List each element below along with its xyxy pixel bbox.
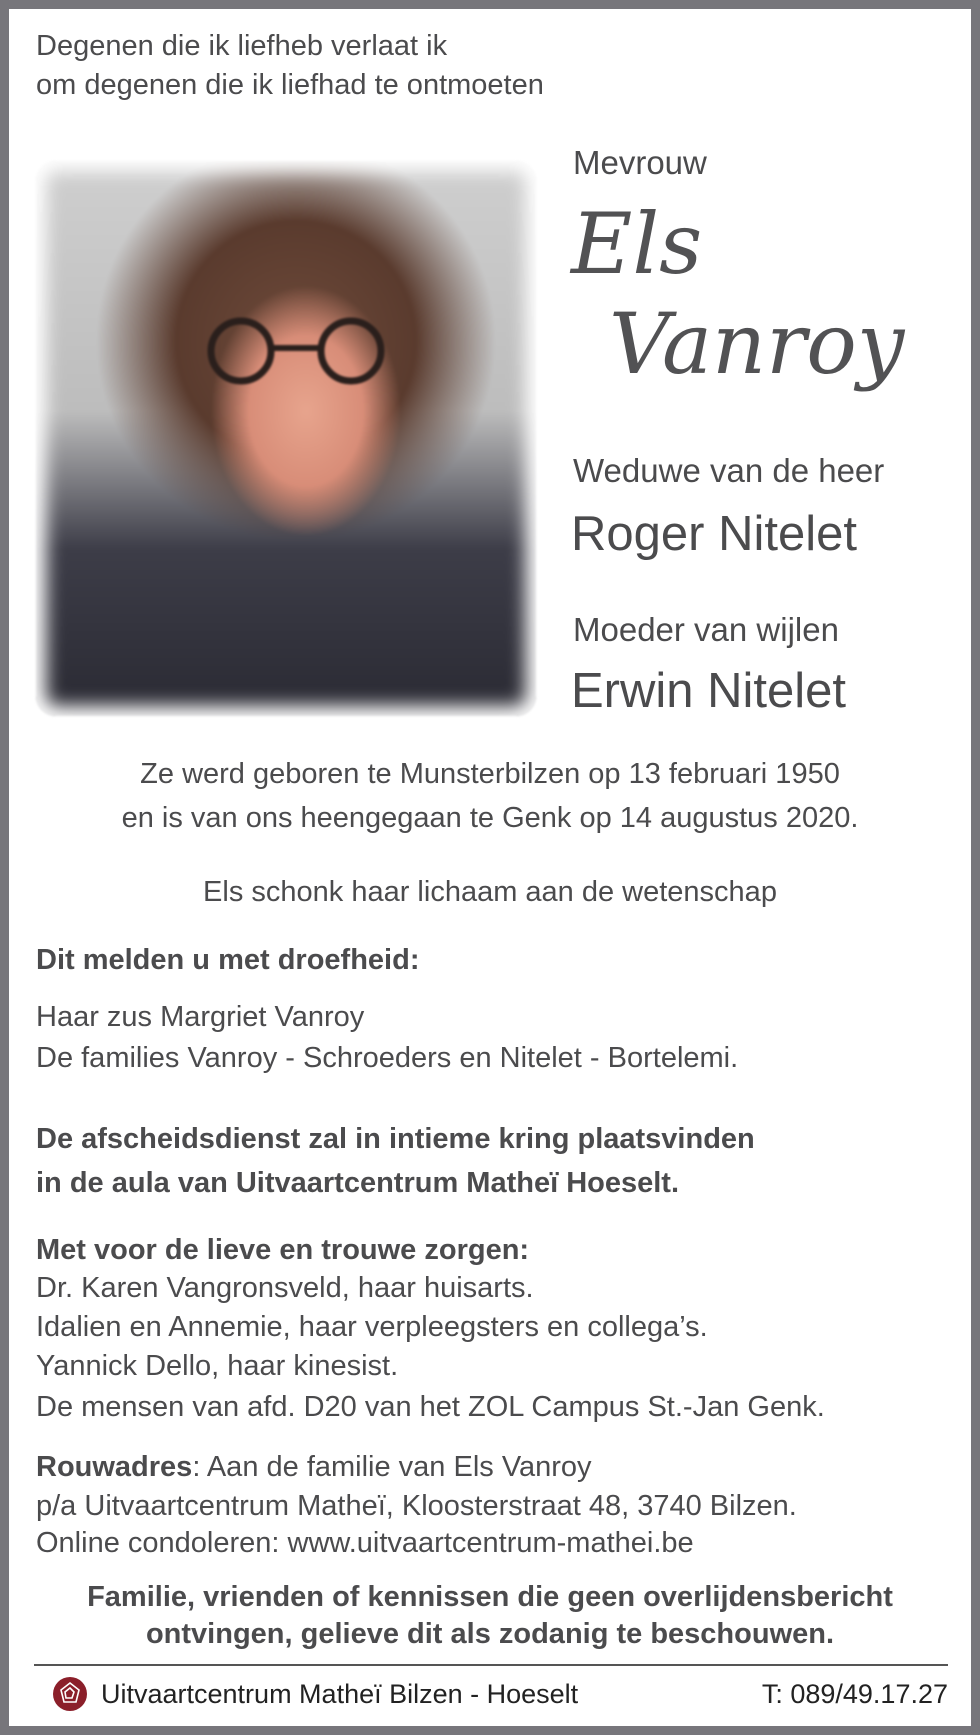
- obituary-card: [9, 9, 971, 1726]
- motto-line: om degenen die ik liefhad te ontmoeten: [36, 69, 544, 101]
- address-label: Rouwadres: [36, 1451, 193, 1483]
- notice-line: Familie, vrienden of kennissen die geen overlijdensbericht: [87, 1581, 893, 1613]
- title: Mevrouw: [573, 144, 707, 181]
- glasses-shape: [186, 316, 416, 386]
- death-line: en is van ons heengegaan te Genk op 14 augustus 2020.: [121, 802, 859, 834]
- thanks-heading: Met voor de lieve en trouwe zorgen:: [36, 1234, 530, 1266]
- mother-label: Moeder van wijlen: [573, 611, 839, 648]
- condolence-link[interactable]: Online condoleren: www.uitvaartcentrum-mathei.be: [36, 1527, 694, 1559]
- son-name: Erwin Nitelet: [571, 664, 847, 718]
- family-line: Haar zus Margriet Vanroy: [36, 1001, 365, 1033]
- husband-name: Roger Nitelet: [571, 507, 857, 561]
- widow-label: Weduwe van de heer: [573, 452, 885, 489]
- footer-company: Uitvaartcentrum Matheï Bilzen - Hoeselt: [101, 1679, 579, 1709]
- birth-line: Ze werd geboren te Munsterbilzen op 13 februari 1950: [140, 758, 840, 790]
- last-name: Vanroy: [609, 295, 905, 393]
- family-line: De families Vanroy - Schroeders en Nitelet - Bortelemi.: [36, 1042, 739, 1074]
- thanks-line: Dr. Karen Vangronsveld, haar huisarts.: [36, 1272, 534, 1304]
- address-line: p/a Uitvaartcentrum Matheï, Kloosterstraat 48, 3740 Bilzen.: [36, 1490, 797, 1522]
- footer-divider: [34, 1664, 948, 1666]
- thanks-line: De mensen van afd. D20 van het ZOL Campus St.-Jan Genk.: [36, 1391, 825, 1423]
- footer-phone: T: 089/49.17.27: [761, 1679, 948, 1709]
- address-line: [36, 1450, 592, 1484]
- portrait-photo: [36, 161, 536, 716]
- address-recipient: : Aan de familie van Els Vanroy: [192, 1451, 592, 1483]
- first-name: Els: [571, 195, 703, 293]
- thanks-line: Idalien en Annemie, haar verpleegsters en collega’s.: [36, 1311, 708, 1343]
- motto-line: Degenen die ik liefheb verlaat ik: [36, 30, 448, 62]
- thanks-line: Yannick Dello, haar kinesist.: [36, 1350, 399, 1382]
- announce-heading: Dit melden u met droefheid:: [36, 944, 420, 976]
- rose-logo-icon: [52, 1676, 88, 1712]
- service-line: De afscheidsdienst zal in intieme kring plaatsvinden: [36, 1123, 755, 1155]
- service-line: in de aula van Uitvaartcentrum Matheï Hoeselt.: [36, 1167, 680, 1199]
- donation-text: Els schonk haar lichaam aan de wetenschap: [203, 876, 777, 908]
- notice-line: ontvingen, gelieve dit als zodanig te beschouwen.: [145, 1618, 835, 1650]
